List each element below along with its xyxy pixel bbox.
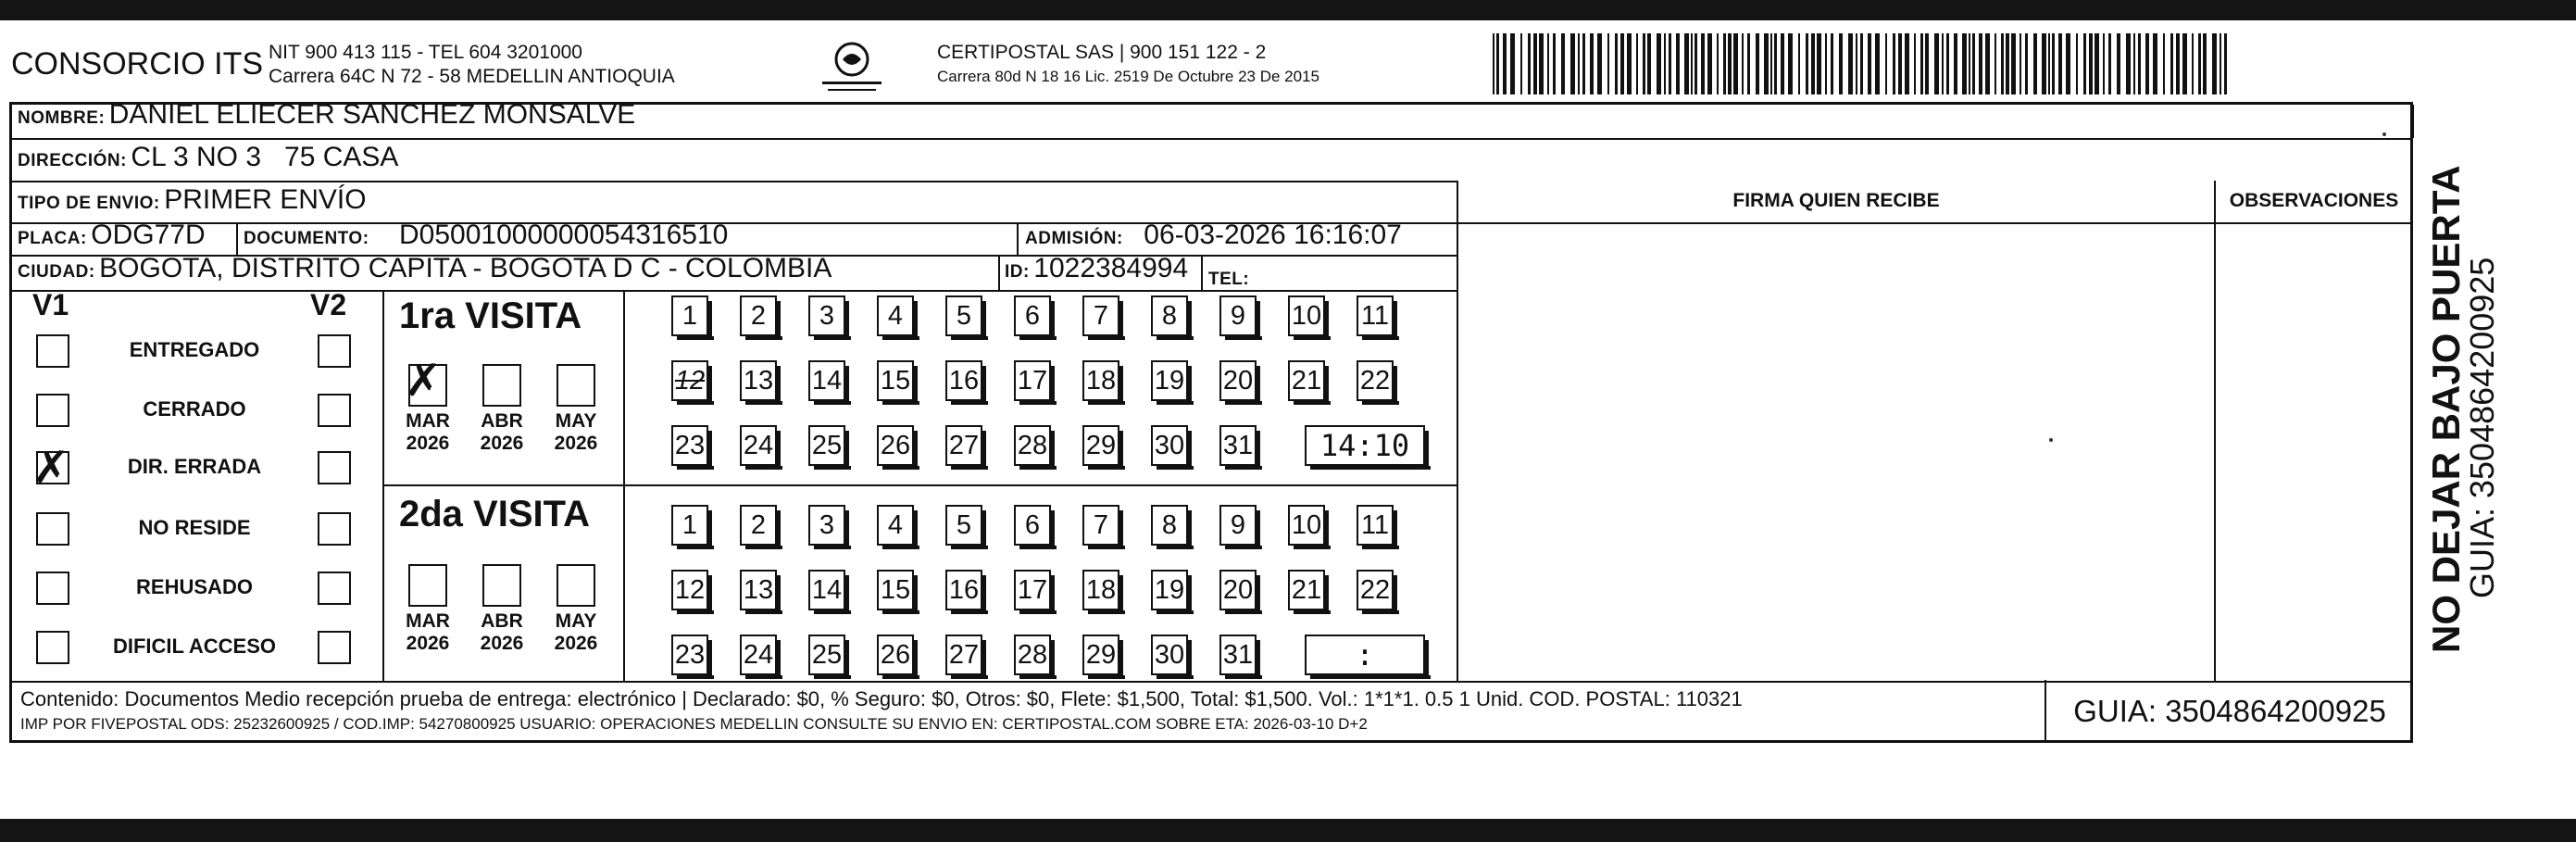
tipo-row (18, 184, 367, 216)
v1-checkbox[interactable] (36, 572, 69, 605)
day-box[interactable]: 21 (1288, 570, 1325, 610)
month-label (544, 610, 608, 655)
status-label: ENTREGADO (129, 338, 260, 361)
v1-checkbox[interactable] (36, 394, 69, 427)
day-box[interactable]: 3 (808, 505, 845, 546)
day-box[interactable]: 23 (671, 635, 708, 675)
day-box[interactable]: 31 (1219, 635, 1257, 675)
day-box[interactable]: 17 (1014, 360, 1051, 401)
documento-value: D05001000000054316510 (399, 220, 729, 250)
month-checkbox[interactable] (405, 355, 447, 407)
v2-checkbox[interactable] (318, 572, 351, 605)
month-name: ABR (481, 410, 523, 432)
v1-checkbox[interactable] (36, 334, 69, 368)
company-info (269, 41, 675, 89)
day-box[interactable]: 22 (1357, 570, 1394, 610)
day-box[interactable]: 20 (1219, 360, 1257, 401)
v2-checkbox[interactable] (318, 334, 351, 368)
day-box[interactable]: 7 (1082, 295, 1119, 336)
day-box[interactable]: 29 (1082, 635, 1119, 675)
day-box[interactable]: 19 (1151, 570, 1188, 610)
tel-label: TEL: (1208, 270, 1250, 289)
day-box[interactable]: 14 (808, 360, 845, 401)
ciudad-row (18, 253, 832, 284)
carrier-info (937, 41, 1319, 89)
day-box[interactable]: 5 (945, 505, 982, 546)
side-guia: GUIA: 3504864200925 (2463, 257, 2501, 598)
day-box[interactable]: 28 (1014, 425, 1051, 466)
day-box[interactable]: 16 (945, 570, 982, 610)
observaciones-header: OBSERVACIONES (2229, 190, 2399, 211)
day-box[interactable]: 30 (1151, 635, 1188, 675)
day-box[interactable]: 1 (671, 295, 708, 336)
day-box[interactable]: 10 (1288, 505, 1325, 546)
month-year: 2026 (406, 633, 450, 654)
day-box[interactable]: 9 (1219, 295, 1257, 336)
day-box[interactable]: 19 (1151, 360, 1188, 401)
carrier-address: Carrera 80d N 18 16 Lic. 2519 De Octubre 23 De 2015 (937, 68, 1319, 85)
month-checkbox[interactable] (556, 564, 595, 607)
placa-value: ODG77D (91, 220, 206, 250)
direccion-label: DIRECCIÓN: (18, 151, 127, 170)
v1-checkbox[interactable] (36, 512, 69, 546)
month-name: MAR (406, 610, 450, 632)
top-scan-edge (0, 0, 2576, 20)
admision-value: 06-03-2026 16:16:07 (1144, 220, 1402, 250)
admision-row (1025, 220, 1402, 251)
day-box[interactable]: 25 (808, 635, 845, 675)
day-box[interactable]: 11 (1357, 505, 1394, 546)
month-name: MAR (406, 410, 450, 432)
day-box[interactable]: 26 (877, 635, 914, 675)
tipo-label: TIPO DE ENVIO: (18, 194, 160, 213)
delivery-form (9, 99, 2413, 743)
month-name: MAY (555, 610, 597, 632)
day-box[interactable]: 27 (945, 425, 982, 466)
day-box[interactable]: 11 (1357, 295, 1394, 336)
day-box[interactable]: 12 (671, 570, 708, 610)
month-year: 2026 (554, 633, 598, 654)
day-box[interactable]: 2 (740, 505, 777, 546)
month-checkbox[interactable] (556, 364, 595, 407)
v1-checkbox[interactable] (36, 631, 69, 664)
time-box[interactable]: : (1305, 635, 1425, 675)
id-value: 1022384994 (1033, 253, 1189, 283)
day-box[interactable]: 30 (1151, 425, 1188, 466)
v2-checkbox[interactable] (318, 394, 351, 427)
month-name: MAY (555, 410, 597, 432)
month-year: 2026 (480, 433, 524, 454)
day-box[interactable]: 17 (1014, 570, 1051, 610)
visit1-title: 1ra VISITA (399, 295, 582, 336)
tipo-value: PRIMER ENVÍO (164, 184, 367, 215)
month-label (395, 610, 460, 655)
day-box[interactable]: 22 (1357, 360, 1394, 401)
placa-label: PLACA: (18, 229, 87, 248)
nombre-row (18, 99, 635, 131)
day-box[interactable]: 14 (808, 570, 845, 610)
v2-checkbox[interactable] (318, 631, 351, 664)
day-box[interactable]: 8 (1151, 295, 1188, 336)
v2-checkbox[interactable] (318, 512, 351, 546)
check-x-icon: ✗ (32, 442, 70, 494)
day-box[interactable]: 15 (877, 570, 914, 610)
month-checkbox[interactable] (482, 364, 521, 407)
direccion-value: CL 3 NO 3 75 CASA (131, 142, 399, 172)
company-address: Carrera 64C N 72 - 58 MEDELLIN ANTIOQUIA (269, 66, 675, 87)
documento-row (244, 220, 728, 251)
guia-number: GUIA: 3504864200925 (2045, 680, 2413, 743)
status-label: DIR. ERRADA (127, 455, 262, 478)
day-box[interactable]: 2 (740, 295, 777, 336)
placa-row (18, 220, 206, 251)
day-box[interactable]: 15 (877, 360, 914, 401)
status-label: REHUSADO (136, 575, 253, 598)
time-box[interactable]: 14:10 (1305, 425, 1425, 466)
month-year: 2026 (406, 433, 450, 454)
v1-checkbox[interactable] (32, 442, 70, 494)
day-box[interactable]: 10 (1288, 295, 1325, 336)
v2-checkbox[interactable] (318, 451, 351, 484)
status-label: CERRADO (143, 397, 246, 421)
nit-line: NIT 900 413 115 - TEL 604 3201000 (269, 42, 582, 63)
month-checkbox[interactable] (408, 564, 447, 607)
direccion-row (18, 142, 398, 173)
day-box[interactable]: 6 (1014, 505, 1051, 546)
nombre-label: NOMBRE: (18, 108, 106, 128)
documento-label: DOCUMENTO: (244, 229, 369, 248)
day-box[interactable]: 25 (808, 425, 845, 466)
day-box[interactable]: 13 (740, 360, 777, 401)
day-box[interactable]: 24 (740, 425, 777, 466)
month-label (469, 610, 534, 655)
day-box[interactable]: 1 (671, 505, 708, 546)
footer-print-info: IMP POR FIVEPOSTAL ODS: 25232600925 / COD.IMP: 54270800925 USUARIO: OPERACIONES MEDELLIN CONSULTE SU ENVIO EN: CERTIPOSTAL.COM SOBRE ETA: 2026-03-10 D+2 (20, 715, 1368, 733)
status-label: NO RESIDE (138, 516, 251, 539)
day-box[interactable]: 26 (877, 425, 914, 466)
side-warning: NO DEJAR BAJO PUERTA (2424, 165, 2468, 653)
day-box[interactable]: 6 (1014, 295, 1051, 336)
day-box[interactable]: 4 (877, 295, 914, 336)
day-box[interactable]: 3 (808, 295, 845, 336)
check-x-icon: ✗ (405, 355, 443, 407)
barcode-icon (1493, 33, 2227, 94)
day-box[interactable]: 29 (1082, 425, 1119, 466)
ciudad-value: BOGOTA, DISTRITO CAPITA - BOGOTA D C - COLOMBIA (99, 253, 832, 283)
month-label (469, 410, 534, 455)
status-label: DIFICIL ACCESO (112, 635, 276, 658)
day-box[interactable]: 21 (1288, 360, 1325, 401)
month-label (544, 410, 608, 455)
day-box[interactable]: 28 (1014, 635, 1051, 675)
day-box[interactable]: 16 (945, 360, 982, 401)
month-checkbox[interactable] (482, 564, 521, 607)
visit2-title: 2da VISITA (399, 494, 590, 534)
day-box[interactable]: 20 (1219, 570, 1257, 610)
day-box[interactable]: 12 (671, 360, 708, 401)
day-box[interactable]: 18 (1082, 570, 1119, 610)
company-name: CONSORCIO ITS (11, 46, 264, 82)
certipostal-logo-icon (815, 39, 889, 100)
id-row (1005, 253, 1188, 284)
month-year: 2026 (554, 433, 598, 454)
carrier-line: CERTIPOSTAL SAS | 900 151 122 - 2 (937, 42, 1267, 63)
day-box[interactable]: 31 (1219, 425, 1257, 466)
ciudad-label: CIUDAD: (18, 262, 95, 282)
day-box[interactable]: 7 (1082, 505, 1119, 546)
id-label: ID: (1005, 262, 1030, 282)
day-box[interactable]: 5 (945, 295, 982, 336)
day-box[interactable]: 27 (945, 635, 982, 675)
footer-contents: Contenido: Documentos Medio recepción prueba de entrega: electrónico | Declarado: $0, % Seguro: $0, Otros: $0, Flete: $1,500, Total: $1,500. Vol.: 1*1*1. 0.5 1 Unid. COD. POSTAL: 110321 (20, 687, 1743, 710)
day-box[interactable]: 13 (740, 570, 777, 610)
day-box[interactable]: 4 (877, 505, 914, 546)
day-box[interactable]: 8 (1151, 505, 1188, 546)
nombre-value: DANIEL ELIECER SANCHEZ MONSALVE (108, 99, 636, 130)
day-box[interactable]: 23 (671, 425, 708, 466)
tel-row (1208, 260, 1249, 292)
v1-header: V1 (32, 288, 69, 321)
day-box[interactable]: 18 (1082, 360, 1119, 401)
v2-header: V2 (310, 288, 347, 321)
month-name: ABR (481, 610, 523, 632)
month-label (395, 410, 460, 455)
day-box[interactable]: 9 (1219, 505, 1257, 546)
firma-header: FIRMA QUIEN RECIBE (1732, 190, 1940, 211)
bottom-scan-edge (0, 819, 2576, 842)
admision-label: ADMISIÓN: (1025, 229, 1123, 248)
day-box[interactable]: 24 (740, 635, 777, 675)
month-year: 2026 (480, 633, 524, 654)
